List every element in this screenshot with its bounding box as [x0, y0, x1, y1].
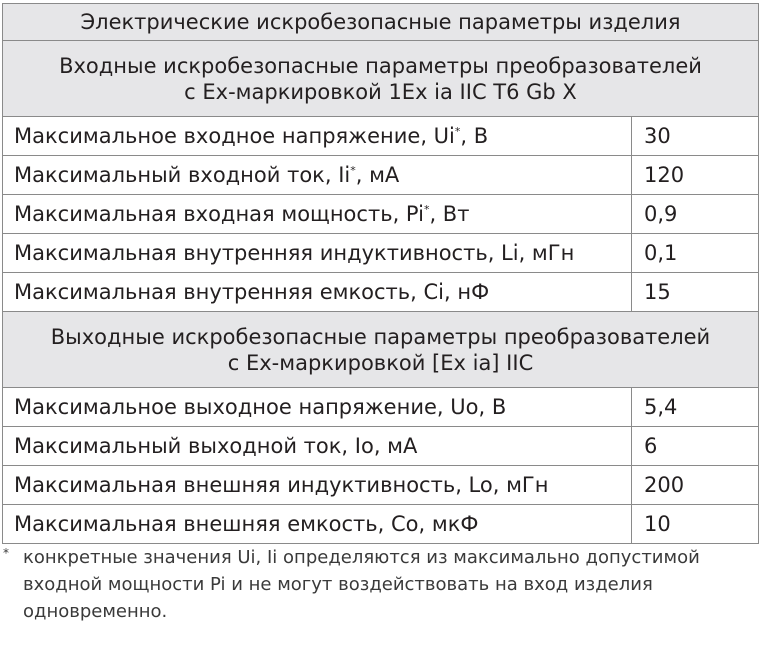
- table-row-max-external-inductance: [3, 466, 759, 505]
- input-section-line1: Входные искробезопасные параметры преобразователей: [59, 53, 702, 78]
- table-row-max-input-voltage: [3, 117, 759, 156]
- footnote-asterisk: *: [3, 546, 9, 560]
- row-label: Максимальная входная мощность, Pi*, Вт: [3, 195, 632, 234]
- output-section-header: [3, 312, 759, 388]
- row-value: 0,9: [632, 195, 759, 234]
- row-label: Максимальное выходное напряжение, Uo, В: [3, 388, 632, 427]
- row-value: 120: [632, 156, 759, 195]
- row-value: 10: [632, 505, 759, 544]
- table-row-max-output-current: [3, 427, 759, 466]
- row-value: 200: [632, 466, 759, 505]
- parameters-table: [2, 3, 759, 544]
- output-section-line2: с Ex-маркировкой [Ex ia] IIC: [227, 350, 534, 375]
- row-label: Максимальная внешняя индуктивность, Lo, мГн: [3, 466, 632, 505]
- footnote-text: конкретные значения Ui, Ii определяются из максимально допустимой входной мощности Pi и не могут воздействовать на вход изделия одновременно.: [23, 547, 700, 622]
- footnote: [3, 544, 755, 625]
- table-title: Электрические искробезопасные параметры изделия: [3, 4, 759, 41]
- table-row-max-input-power: [3, 195, 759, 234]
- table-row-max-internal-capacitance: [3, 273, 759, 312]
- asterisk-mark: *: [350, 164, 356, 177]
- row-label: Максимальное входное напряжение, Ui*, В: [3, 117, 632, 156]
- table-row-max-internal-inductance: [3, 234, 759, 273]
- input-section-line2: с Ex-маркировкой 1Ex ia IIC T6 Gb X: [184, 79, 577, 104]
- row-value: 0,1: [632, 234, 759, 273]
- asterisk-mark: *: [423, 203, 430, 216]
- row-value: 30: [632, 117, 759, 156]
- table-title-row: [3, 4, 759, 41]
- row-value: 15: [632, 273, 759, 312]
- row-label: Максимальный выходной ток, Io, мА: [3, 427, 632, 466]
- row-label: Максимальная внешняя емкость, Co, мкФ: [3, 505, 632, 544]
- input-section-header: [3, 41, 759, 117]
- row-label: Максимальный входной ток, Ii*, мА: [3, 156, 632, 195]
- table-row-max-external-capacitance: [3, 505, 759, 544]
- row-label: Максимальная внутренняя емкость, Ci, нФ: [3, 273, 632, 312]
- row-value: 6: [632, 427, 759, 466]
- table-row-max-input-current: [3, 156, 759, 195]
- output-section-line1: Выходные искробезопасные параметры преобразователей: [50, 324, 711, 349]
- row-label: Максимальная внутренняя индуктивность, Li, мГн: [3, 234, 632, 273]
- asterisk-mark: *: [454, 125, 461, 138]
- row-value: 5,4: [632, 388, 759, 427]
- table-row-max-output-voltage: [3, 388, 759, 427]
